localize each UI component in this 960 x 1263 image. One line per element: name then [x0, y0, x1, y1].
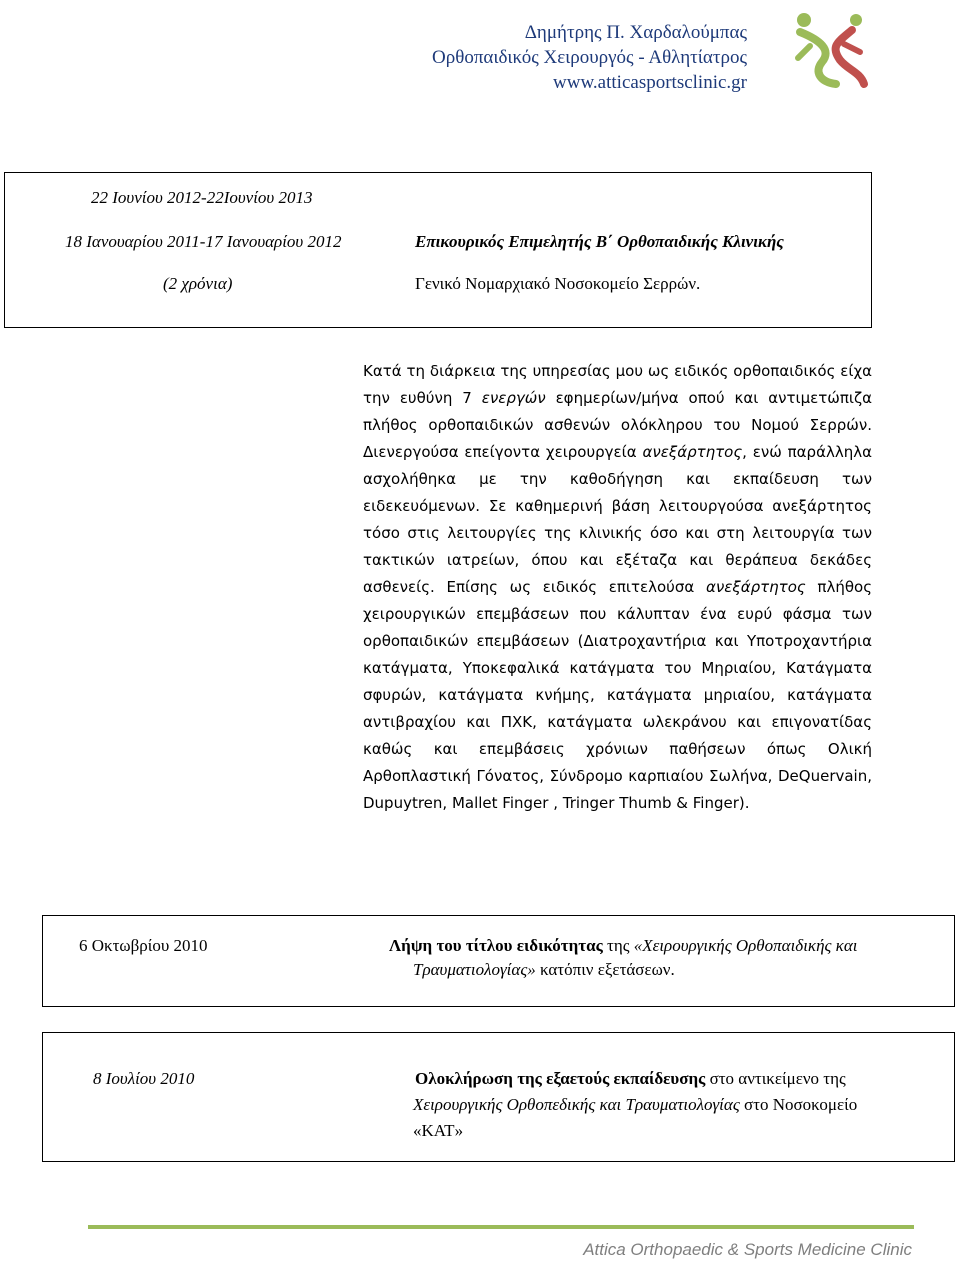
entry3-line2-text: στο Νοσοκομείο	[739, 1095, 858, 1114]
entry2-line2	[413, 960, 675, 980]
entry3-text1: στο αντικείμενο της	[705, 1069, 846, 1088]
entry2-italic: «Χειρουργικής Ορθοπαιδικής και	[633, 936, 858, 955]
entry2-line2-text: κατόπιν εξετάσεων.	[535, 960, 675, 979]
entry1-duration: (2 χρόνια)	[163, 274, 233, 293]
entry2-line2-italic: Τραυματιολογίας»	[413, 960, 536, 979]
entry2-date: 6 Οκτωβρίου 2010	[79, 936, 208, 955]
entry1-date-line1: 22 Ιουνίου 2012-22Ιουνίου 2013	[91, 188, 313, 207]
entry-box-3	[42, 1032, 955, 1162]
entry3-date: 8 Ιουλίου 2010	[93, 1069, 195, 1088]
clinic-logo-icon	[790, 10, 870, 90]
entry2-text1: της	[602, 936, 634, 955]
para-part-4: πλήθος χειρουργικών επεμβάσεων που κάλυπταν ένα ευρύ φάσμα των ορθοπαιδικών επεμβάσεων (Διατροχαντήρια και Υποτροχαντήρια κατάγματα, Υποκεφαλικά κατάγματα του Μηριαίου, Κατάγματα σφυρών, κατάγματα κνήμης, κατάγματα μηριαίου, κατάγματα αντιβραχίου και ΠΧΚ, κατάγματα ωλεκράνου και επιγονατίδας καθώς και επεμβάσεις χρόνιων παθήσεων όπως Ολική Αρθοπλαστική Γόνατος, Σύνδρομο καρπιαίου Σωλήνα, DeQuervain, Dupuytren, Mallet Finger , Tringer Thumb & Finger).	[363, 578, 872, 812]
letterhead	[432, 20, 747, 95]
entry3-bold: Ολοκλήρωση της εξαετούς εκπαίδευσης	[415, 1069, 706, 1088]
entry2-line1	[389, 936, 857, 956]
entry1-hospital: Γενικό Νομαρχιακό Νοσοκομείο Σερρών.	[415, 274, 701, 293]
footer-clinic-name: Attica Orthopaedic & Sports Medicine Clinic	[583, 1240, 912, 1259]
website-link[interactable]: www.atticasportsclinic.gr	[553, 72, 747, 93]
doctor-title: Ορθοπαιδικός Χειρουργός - Αθλητίατρος	[432, 47, 747, 68]
entry3-line2-italic: Χειρουργικής Ορθοπεδικής και Τραυματιολογίας	[413, 1095, 740, 1114]
para-italic-3: ανεξάρτητος	[705, 578, 806, 596]
para-italic-2: ανεξάρτητος	[642, 443, 743, 461]
doctor-name: Δημήτρης Π. Χαρδαλούμπας	[524, 22, 747, 43]
entry-box-1	[4, 172, 872, 328]
para-part-2: εφημερίων/μήνα οπού και αντιμετώπιζα πλήθος ορθοπαιδικών ασθενών ολόκληρου του Νομού Σερρών. Διενεργούσα επείγοντα χειρουργεία	[363, 389, 872, 461]
experience-paragraph	[363, 358, 872, 817]
entry1-position: Επικουρικός Επιμελητής Β΄ Ορθοπαιδικής Κλινικής	[415, 232, 784, 251]
footer-divider	[88, 1225, 914, 1229]
para-part-1: Κατά τη διάρκεια της υπηρεσίας μου ως ειδικός ορθοπαιδικός είχα την ευθύνη 7	[363, 362, 872, 407]
entry3-line1	[415, 1069, 846, 1089]
entry1-date-line2: 18 Ιανουαρίου 2011-17 Ιανουαρίου 2012	[65, 232, 342, 251]
entry-box-2	[42, 915, 955, 1007]
entry3-line2	[413, 1095, 857, 1115]
entry3-line3: «ΚΑΤ»	[413, 1121, 464, 1140]
entry2-bold: Λήψη του τίτλου ειδικότητας	[389, 936, 603, 955]
para-part-3: , ενώ παράλληλα ασχολήθηκα με την καθοδήγηση και εκπαίδευση των ειδεκευόμενων. Σε καθημερινή βάση λειτουργούσα ανεξάρτητος τόσο στις λειτουργίες της κλινικής όσο και στη λειτουργία των τακτικών ιατρείων, όπου και εξέταζα και θεράπευα δεκάδες ασθενείς. Επίσης ως ειδικός επιτελούσα	[363, 443, 872, 596]
para-italic-1: ενεργών	[481, 389, 546, 407]
